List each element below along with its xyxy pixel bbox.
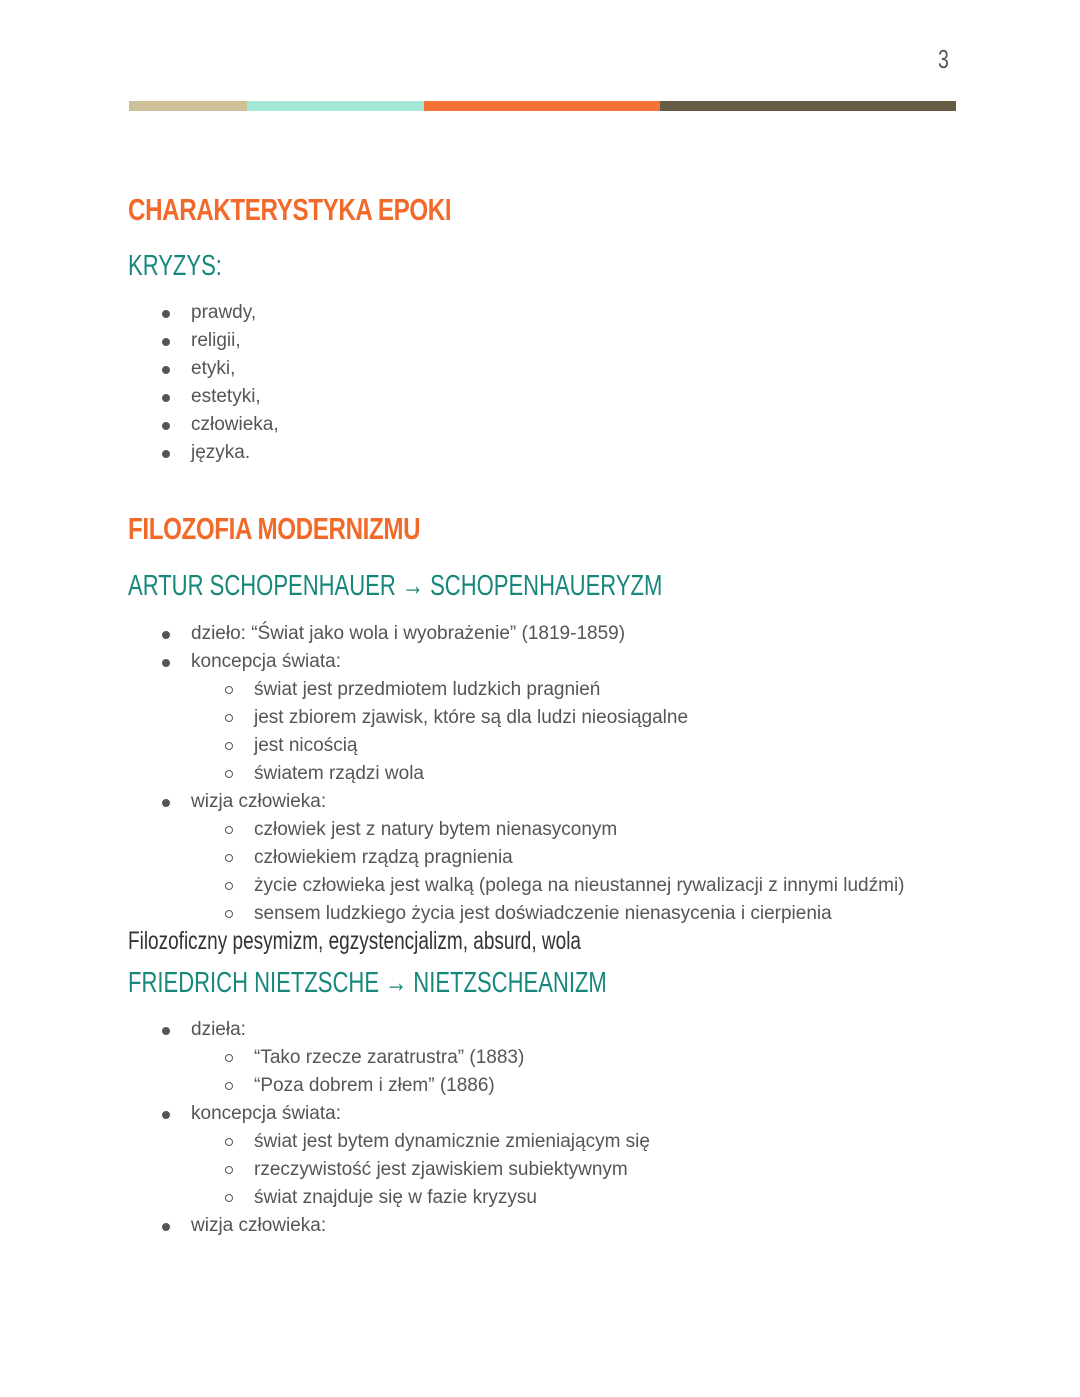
sub-list-item: “Poza dobrem i złem” (1886) — [128, 1072, 650, 1100]
sub-list-item: człowiekiem rządzą pragnienia — [128, 844, 905, 872]
sub-list-item: jest nicością — [128, 732, 905, 760]
list-item: prawdy, — [128, 299, 279, 327]
summary-note: Filozoficzny pesymizm, egzystencjalizm, absurd, wola — [128, 927, 581, 955]
sub-list-item: świat jest bytem dynamicznie zmieniającym się — [128, 1128, 650, 1156]
sub-list-item: życie człowieka jest walką (polega na nieustannej rywalizacji z innymi ludźmi) — [128, 872, 905, 900]
decor-bar-orange — [424, 101, 660, 111]
sub-list-item: “Tako rzecze zaratrustra” (1883) — [128, 1044, 650, 1072]
sub-list-item: rzeczywistość jest zjawiskiem subiektywnym — [128, 1156, 650, 1184]
subheading-schopenhauer: ARTUR SCHOPENHAUER → SCHOPENHAUERYZM — [128, 570, 663, 602]
decor-bar-brown — [660, 101, 956, 111]
decor-bar-tan — [129, 101, 247, 111]
sub-list-item: świat jest przedmiotem ludzkich pragnień — [128, 676, 905, 704]
section-heading: FILOZOFIA MODERNIZMU — [128, 511, 421, 546]
list-item: estetyki, — [128, 383, 279, 411]
decor-bar-mint — [247, 101, 424, 111]
sub-list-item: człowiek jest z natury bytem nienasyconym — [128, 816, 905, 844]
nietzsche-list — [128, 1016, 650, 1240]
sub-list-item: światem rządzi wola — [128, 760, 905, 788]
crisis-list — [128, 299, 279, 467]
subheading: KRYZYS: — [128, 250, 222, 282]
sub-list-item: świat znajduje się w fazie kryzysu — [128, 1184, 650, 1212]
sub-list-item: sensem ludzkiego życia jest doświadczenie nienasycenia i cierpienia — [128, 900, 905, 928]
section-heading: CHARAKTERYSTYKA EPOKI — [128, 192, 452, 227]
list-item: wizja człowieka: — [128, 1212, 650, 1240]
list-item: religii, — [128, 327, 279, 355]
list-item: języka. — [128, 439, 279, 467]
list-item: wizja człowieka: — [128, 788, 905, 816]
schopenhauer-list — [128, 620, 905, 928]
list-item: koncepcja świata: — [128, 1100, 650, 1128]
list-item: człowieka, — [128, 411, 279, 439]
page-number: 3 — [938, 44, 949, 74]
subheading-nietzsche: FRIEDRICH NIETZSCHE → NIETZSCHEANIZM — [128, 967, 607, 999]
list-item: dzieła: — [128, 1016, 650, 1044]
list-item: koncepcja świata: — [128, 648, 905, 676]
sub-list-item: jest zbiorem zjawisk, które są dla ludzi nieosiągalne — [128, 704, 905, 732]
list-item: dzieło: “Świat jako wola i wyobrażenie” (1819-1859) — [128, 620, 905, 648]
list-item: etyki, — [128, 355, 279, 383]
